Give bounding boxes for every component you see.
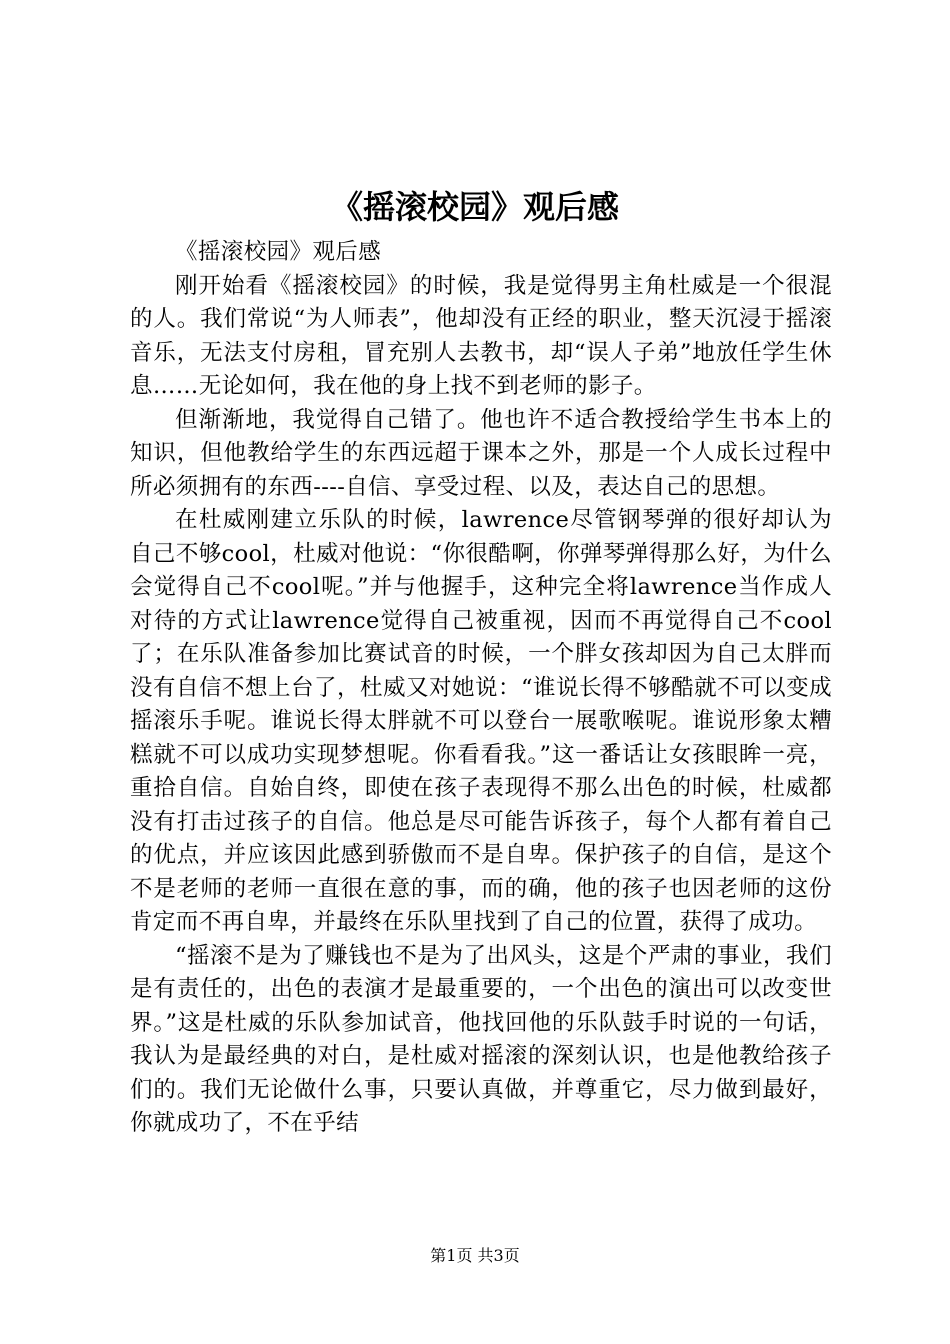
subtitle-paragraph: 《摇滚校园》观后感 — [175, 239, 382, 265]
body-paragraph: 刚开始看《摇滚校园》的时候，我是觉得男主角杜威是一个很混的人。我们常说“为人师表”，他却没有正经的职业，整天沉浸于摇滚音乐，无法支付房租，冒充别人去教书，却“误人子弟”地放任学生休息……无论如何，我在他的身上找不到老师的影子。 — [130, 272, 832, 399]
page-footer: 第1页 共3页 — [430, 1246, 520, 1265]
body-paragraph: “摇滚不是为了赚钱也不是为了出风头，这是个严肃的事业，我们是有责任的，出色的表演才是最重要的，一个出色的演出可以改变世界。”这是杜威的乐队参加试音，他找回他的乐队鼓手时说的一句话，我认为是最经典的对白，是杜威对摇滚的深刻认识，也是他教给孩子们的。我们无论做什么事，只要认真做，并尊重它，尽力做到最好，你就成功了，不在乎结 — [130, 942, 832, 1136]
body-paragraph: 但渐渐地，我觉得自己错了。他也许不适合教授给学生书本上的知识，但他教给学生的东西远超于课本之外，那是一个人成长过程中所必须拥有的东西----自信、享受过程、以及，表达自己的思想。 — [130, 406, 832, 500]
document-body — [130, 236, 832, 1141]
body-paragraph: 在杜威刚建立乐队的时候，lawrence尽管钢琴弹的很好却认为自己不够cool，杜威对他说：“你很酷啊，你弹琴弹得那么好，为什么会觉得自己不cool呢。”并与他握手，这种完全将lawrence当作成人对待的方式让lawrence觉得自己被重视，因而不再觉得自己不cool了；在乐队准备参加比赛试音的时候，一个胖女孩却因为自己太胖而没有自信不想上台了，杜威又对她说：“谁说长得不够酷就不可以变成摇滚乐手呢。谁说长得太胖就不可以登台一展歌喉呢。谁说形象太糟糕就不可以成功实现梦想呢。你看看我。”这一番话让女孩眼眸一亮，重拾自信。自始自终，即使在孩子表现得不那么出色的时候，杜威都没有打击过孩子的自信。他总是尽可能告诉孩子，每个人都有着自己的优点，并应该因此感到骄傲而不是自卑。保护孩子的自信，是这个不是老师的老师一直很在意的事，而的确，他的孩子也因老师的这份肯定而不再自卑，并最终在乐队里找到了自己的位置，获得了成功。 — [130, 507, 832, 935]
document-title: 《摇滚校园》观后感 — [330, 188, 619, 226]
